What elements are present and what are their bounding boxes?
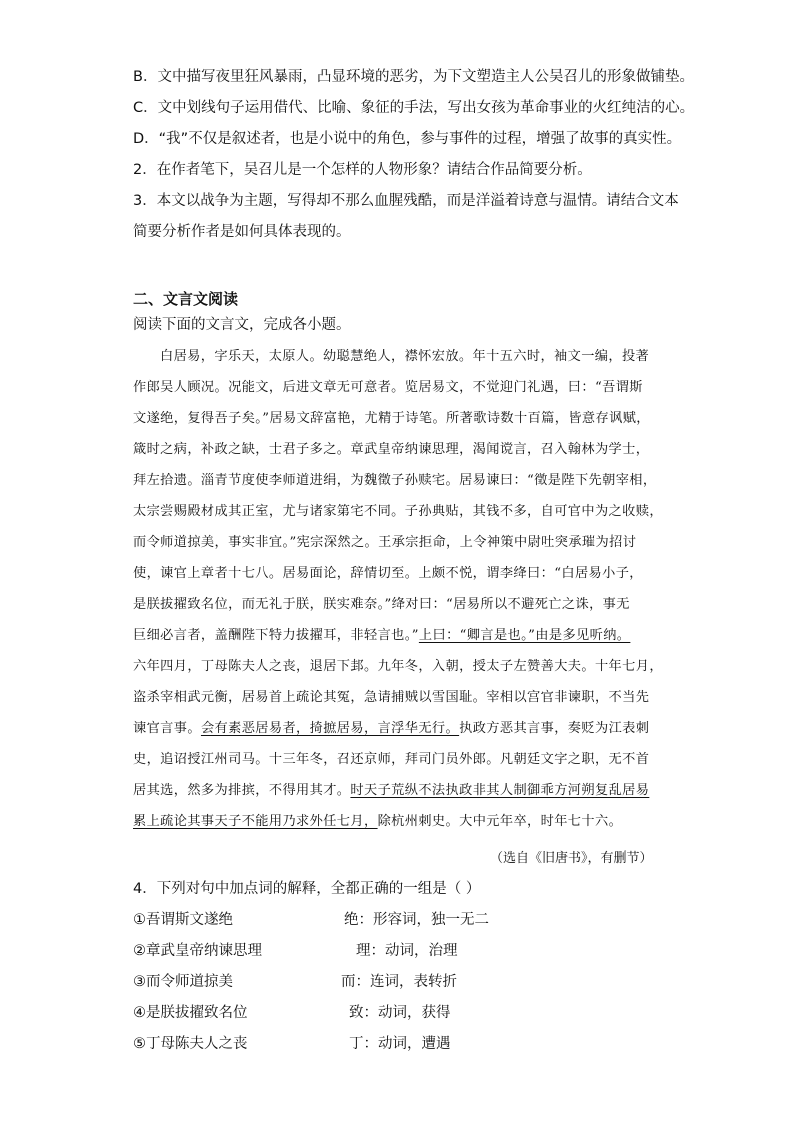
q4-item-gloss: 致：动词，获得 <box>349 1005 451 1021</box>
q4-item-gloss: 绝：形容词，独一无二 <box>344 912 489 928</box>
passage-line: 作郎吴人顾况。况能文，后进文章无可意者。览居易文，不觉迎门礼遇，曰：“吾谓斯 <box>133 380 643 395</box>
q4-item-sentence: ③而令师道掠美 <box>133 974 233 990</box>
question-2: 2．在作者笔下，吴召儿是一个怎样的人物形象？请结合作品简要分析。 <box>133 162 592 178</box>
passage-line: 盗杀宰相武元衡，居易首上疏论其冤，急请捕贼以雪国耻。宰相以宫官非谏职，不当先 <box>133 690 650 705</box>
passage-text: 除杭州刺史。大中元年卒，时年七十六。 <box>377 814 623 829</box>
q4-item-gloss: 理：动词，治理 <box>356 943 458 959</box>
section-instruction: 阅读下面的文言文，完成各小题。 <box>133 317 351 333</box>
option-b: B．文中描写夜里狂风暴雨，凸显环境的恶劣，为下文塑造主人公吴召儿的形象做铺垫。 <box>133 69 694 85</box>
passage-line: 文遂绝，复得吾子矣。”居易文辞富艳，尤精于诗笔。所著歌诗数十百篇，皆意存讽赋， <box>133 411 650 426</box>
underlined-sentence: 会有素恶居易者，掎摭居易，言浮华无行。 <box>200 721 460 736</box>
passage-line <box>133 627 669 645</box>
option-d: D．“我”不仅是叙述者，也是小说中的角色，参与事件的过程，增强了故事的真实性。 <box>133 131 682 147</box>
passage-text: 执政方恶其言事，奏贬为江表刺 <box>459 721 650 736</box>
question-3-line-1: 3．本文以战争为主题，写得却不那么血腥残酷，而是洋溢着诗意与温情。请结合文本 <box>133 193 679 209</box>
q4-item-sentence: ④是朕拔擢致名位 <box>133 1005 248 1021</box>
passage-line: 太宗尝赐殿材成其正室，尤与诸家第宅不同。子孙典贴，其钱不多，自可官中为之收赎， <box>133 504 663 519</box>
section-heading: 二、文言文阅读 <box>133 290 239 308</box>
option-c: C．文中划线句子运用借代、比喻、象征的手法，写出女孩为革命事业的火红纯洁的心。 <box>133 100 695 116</box>
passage-source: （选自《旧唐书》，有删节） <box>490 851 653 866</box>
q4-item-sentence: ⑤丁母陈夫人之丧 <box>133 1036 248 1052</box>
passage-line: 白居易，字乐天，太原人。幼聪慧绝人，襟怀宏放。年十五六时，袖文一编，投著 <box>160 349 650 364</box>
underlined-sentence: 累上疏论其事天子不能用乃求外任七月， <box>133 814 378 829</box>
passage-line <box>133 813 669 831</box>
passage-line: 箴时之病，补政之缺，士君子多之。章武皇帝纳谏思理，渴闻谠言，召入翰林为学士， <box>133 442 650 457</box>
passage-line <box>133 720 669 738</box>
passage-line: 史，追诏授江州司马。十三年冬，召还京师，拜司门员外郎。凡朝廷文字之职，无不首 <box>133 752 650 767</box>
underlined-sentence: 时天子荒纵不法执政非其人制御乖方河朔复乱居易 <box>350 783 650 798</box>
passage-line: 拜左拾遗。淄青节度使李师道进绢，为魏徵子孙赎宅。居易谏曰：“徵是陛下先朝宰相， <box>133 473 657 488</box>
passage-line: 使，谏官上章者十七八。居易面论，辞情切至。上颇不悦，谓李绛曰：“白居易小子， <box>133 566 643 581</box>
passage-line: 而令师道掠美，事实非宜。”宪宗深然之。王承宗拒命，上令神策中尉吐突承璀为招讨 <box>133 535 637 550</box>
q4-item-gloss: 丁：动词，遭遇 <box>349 1036 451 1052</box>
q4-item-gloss: 而：连词，表转折 <box>341 974 457 990</box>
q4-item-sentence: ②章武皇帝纳谏思理 <box>133 943 262 959</box>
passage-line <box>133 782 669 800</box>
passage-text: 谏官言事。 <box>133 721 201 736</box>
passage-line: 是朕拔擢致名位，而无礼于朕，朕实难奈。”绛对曰：“居易所以不避死亡之诛，事无 <box>133 597 630 612</box>
passage-line: 六年四月，丁母陈夫人之丧，退居下邽。九年冬，入朝，授太子左赞善大夫。十年七月， <box>133 659 663 674</box>
passage-text: 居其选，然多为排摈，不得用其才。 <box>133 783 351 798</box>
underlined-sentence: 上曰：“卿言是也。”由是多见听纳。 <box>418 628 631 643</box>
question-3-line-2: 简要分析作者是如何具体表现的。 <box>133 224 351 240</box>
passage-text: 巨细必言者，盖酬陛下特力拔擢耳，非轻言也。” <box>133 628 419 643</box>
q4-item-sentence: ①吾谓斯文遂绝 <box>133 912 233 928</box>
question-4-stem: 4．下列对句中加点词的解释，全都正确的一组是（ ） <box>133 881 481 897</box>
